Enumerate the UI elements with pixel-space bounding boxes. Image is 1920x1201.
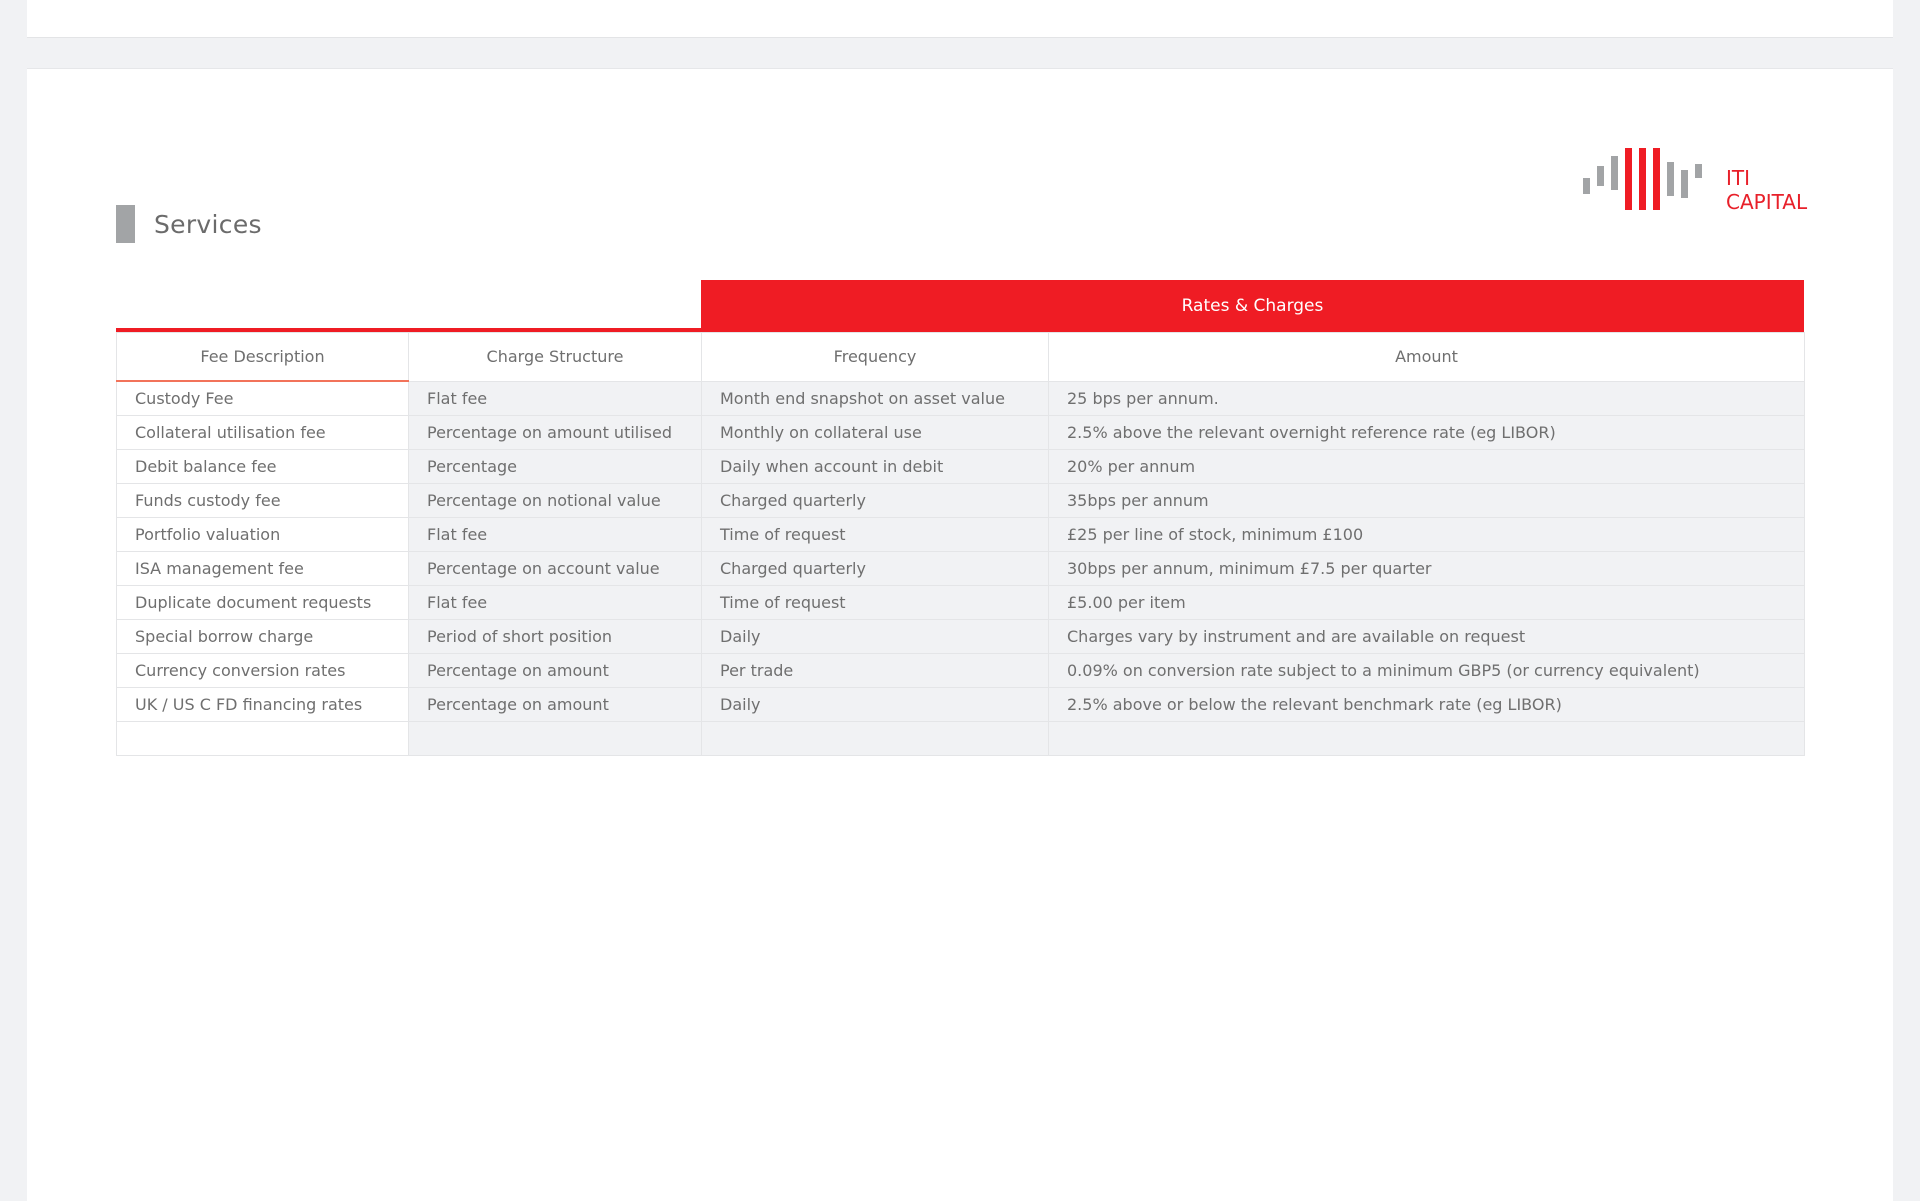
cell-fee-description: ISA management fee — [117, 552, 409, 586]
cell-fee-description: Funds custody fee — [117, 484, 409, 518]
cell-frequency: Time of request — [702, 586, 1049, 620]
cell-amount: £5.00 per item — [1049, 586, 1805, 620]
cell-charge-structure: Percentage on notional value — [409, 484, 702, 518]
cell-fee-description: Custody Fee — [117, 381, 409, 416]
cell-amount: 0.09% on conversion rate subject to a minimum GBP5 (or currency equivalent) — [1049, 654, 1805, 688]
table-row — [117, 416, 1805, 450]
fees-table — [116, 332, 1805, 756]
cell-amount: Charges vary by instrument and are available on request — [1049, 620, 1805, 654]
cell-charge-structure: Percentage on account value — [409, 552, 702, 586]
column-header-fee-description: Fee Description — [117, 333, 409, 382]
cell-amount: 2.5% above the relevant overnight reference rate (eg LIBOR) — [1049, 416, 1805, 450]
cell-charge-structure: Percentage on amount utilised — [409, 416, 702, 450]
cell-fee-description: UK / US C FD financing rates — [117, 688, 409, 722]
table-row — [117, 518, 1805, 552]
cell-amount — [1049, 722, 1805, 756]
cell-frequency: Monthly on collateral use — [702, 416, 1049, 450]
table-row — [117, 620, 1805, 654]
logo-text-line1: ITI — [1726, 166, 1751, 190]
column-header-frequency: Frequency — [702, 333, 1049, 382]
cell-frequency: Daily — [702, 620, 1049, 654]
cell-frequency — [702, 722, 1049, 756]
cell-amount: 20% per annum — [1049, 450, 1805, 484]
table-row-empty — [117, 722, 1805, 756]
table-row — [117, 381, 1805, 416]
column-header-amount: Amount — [1049, 333, 1805, 382]
cell-charge-structure: Percentage on amount — [409, 654, 702, 688]
top-page-strip — [27, 0, 1893, 38]
cell-amount: 30bps per annum, minimum £7.5 per quarter — [1049, 552, 1805, 586]
cell-frequency: Daily when account in debit — [702, 450, 1049, 484]
cell-fee-description: Special borrow charge — [117, 620, 409, 654]
cell-amount: £25 per line of stock, minimum £100 — [1049, 518, 1805, 552]
cell-amount: 2.5% above or below the relevant benchmark rate (eg LIBOR) — [1049, 688, 1805, 722]
cell-fee-description: Duplicate document requests — [117, 586, 409, 620]
cell-charge-structure: Flat fee — [409, 518, 702, 552]
cell-fee-description: Portfolio valuation — [117, 518, 409, 552]
section-title: Services — [154, 210, 262, 239]
table-row — [117, 552, 1805, 586]
cell-fee-description: Debit balance fee — [117, 450, 409, 484]
table-header-row — [117, 333, 1805, 382]
table-row — [117, 450, 1805, 484]
cell-amount: 35bps per annum — [1049, 484, 1805, 518]
column-header-charge-structure: Charge Structure — [409, 333, 702, 382]
logo-text — [1726, 166, 1807, 214]
cell-frequency: Time of request — [702, 518, 1049, 552]
cell-frequency: Per trade — [702, 654, 1049, 688]
table-row — [117, 586, 1805, 620]
cell-charge-structure: Flat fee — [409, 586, 702, 620]
cell-charge-structure: Percentage on amount — [409, 688, 702, 722]
table-row — [117, 654, 1805, 688]
cell-charge-structure: Percentage — [409, 450, 702, 484]
cell-amount: 25 bps per annum. — [1049, 381, 1805, 416]
cell-fee-description — [117, 722, 409, 756]
cell-frequency: Month end snapshot on asset value — [702, 381, 1049, 416]
rates-charges-header: Rates & Charges — [701, 280, 1804, 332]
cell-charge-structure: Flat fee — [409, 381, 702, 416]
table-row — [117, 688, 1805, 722]
table-row — [117, 484, 1805, 518]
cell-charge-structure — [409, 722, 702, 756]
cell-charge-structure: Period of short position — [409, 620, 702, 654]
logo-text-line2: CAPITAL — [1726, 190, 1808, 214]
cell-fee-description: Collateral utilisation fee — [117, 416, 409, 450]
cell-fee-description: Currency conversion rates — [117, 654, 409, 688]
section-marker — [116, 205, 135, 243]
cell-frequency: Daily — [702, 688, 1049, 722]
cell-frequency: Charged quarterly — [702, 552, 1049, 586]
cell-frequency: Charged quarterly — [702, 484, 1049, 518]
